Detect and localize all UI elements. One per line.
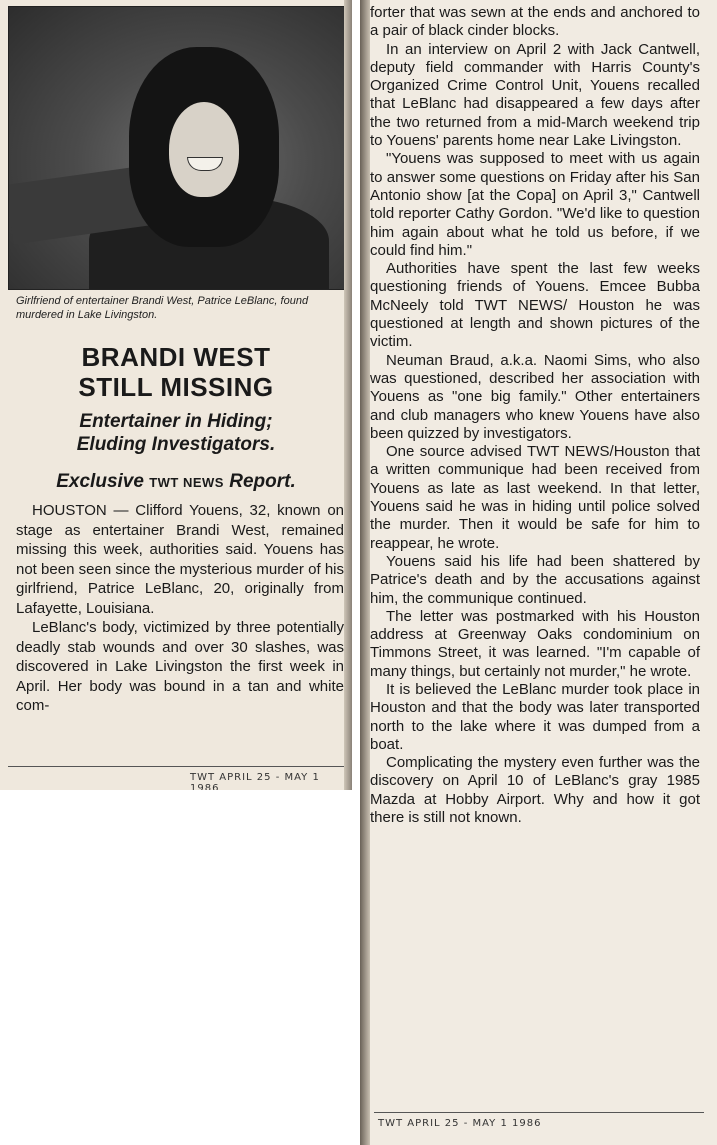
exclusive-prefix: Exclusive	[56, 471, 144, 492]
article-paragraph: HOUSTON — Clifford Youens, 32, known on stage as entertainer Brandi West, remained missing this week, authorities said. Youens has not been seen since the mysterious murder of his girlfriend, Patrice LeBlanc, 20, originally from Lafayette, Louisiana.	[16, 502, 344, 617]
headline	[16, 342, 336, 402]
article-paragraph: Authorities have spent the last few weeks questioning friends of Youens. Emcee Bubba McNeely told TWT NEWS/ Houston he was questioned at length and shown pictures of the victim.	[370, 260, 700, 351]
article-paragraph: It is believed the LeBlanc murder took place in Houston and that the body was later transported north to the lake where it was dumped from a boat.	[370, 680, 700, 753]
headline-line-1: BRANDI WEST	[81, 342, 271, 372]
footer-dateline-left: TWT APRIL 25 - MAY 1 1986	[190, 772, 320, 790]
article-paragraph: "Youens was supposed to meet with us again to answer some questions on Friday after his San Antonio show [at the Copa] on April 3," Cantwell told reporter Cathy Gordon. "We'd like to question him again about what he told us before, if we could find him."	[370, 150, 700, 259]
footer-rule-right	[374, 1112, 704, 1113]
article-paragraph: Youens said his life had been shattered by Patrice's death and by the accusations against him, the communique continued.	[370, 552, 700, 607]
article-paragraph: Neuman Braud, a.k.a. Naomi Sims, who also was questioned, described her association with Youens as "one big family." Other entertainers and club managers who knew Youens have also been quizzed by investigators.	[370, 351, 700, 442]
subheadline	[16, 410, 336, 456]
article-left-column	[16, 501, 344, 716]
portrait-photo	[8, 6, 348, 290]
subheadline-line-2: Eluding Investigators.	[76, 434, 276, 455]
exclusive-brand: TWT NEWS	[149, 475, 224, 490]
article-paragraph: One source advised TWT NEWS/Houston that a written communique had been received from Youens as late as last weekend. In that letter, Youens said he was in hiding until police solved the murder. Then it would be safe for him to reappear, he wrote.	[370, 443, 700, 552]
headline-line-2: STILL MISSING	[78, 372, 274, 402]
article-paragraph: LeBlanc's body, victimized by three potentially deadly stab wounds and over 30 slashes, was discovered in Lake Livingston the first week in April. Her body was bound in a tan and white com-	[16, 619, 344, 714]
article-paragraph: Complicating the mystery even further was the discovery on April 10 of LeBlanc's gray 1985 Mazda at Hobby Airport. Why and how it got there is still not known.	[370, 754, 700, 827]
footer-rule-left	[8, 766, 344, 767]
left-clipping	[0, 0, 352, 790]
footer-dateline-right: TWT APRIL 25 - MAY 1 1986	[378, 1118, 542, 1129]
article-paragraph: The letter was postmarked with his Houston address at Greenway Oaks condominium on Timmons Street, it was learned. "I'm capable of many things, but certainly not murder," he wrote.	[370, 607, 700, 680]
article-paragraph: In an interview on April 2 with Jack Cantwell, deputy field commander with Harris County's Organized Crime Control Unit, Youens recalled that LeBlanc had disappeared a few days after the two returned from a mid-March weekend trip to Youens' parents home near Lake Livingston.	[370, 40, 700, 150]
left-clipping-edge	[344, 0, 352, 790]
exclusive-suffix: Report.	[229, 471, 296, 492]
subheadline-line-1: Entertainer in Hiding;	[79, 411, 273, 432]
article-paragraph: forter that was sewn at the ends and anchored to a pair of black cinder blocks.	[370, 4, 700, 40]
right-clipping	[360, 0, 717, 1145]
exclusive-report-banner	[16, 470, 336, 494]
photo-caption: Girlfriend of entertainer Brandi West, Patrice LeBlanc, found murdered in Lake Livingston.	[16, 295, 309, 321]
photo-face-shape	[169, 102, 239, 197]
article-right-column	[370, 4, 700, 827]
right-clipping-edge	[360, 0, 370, 1145]
